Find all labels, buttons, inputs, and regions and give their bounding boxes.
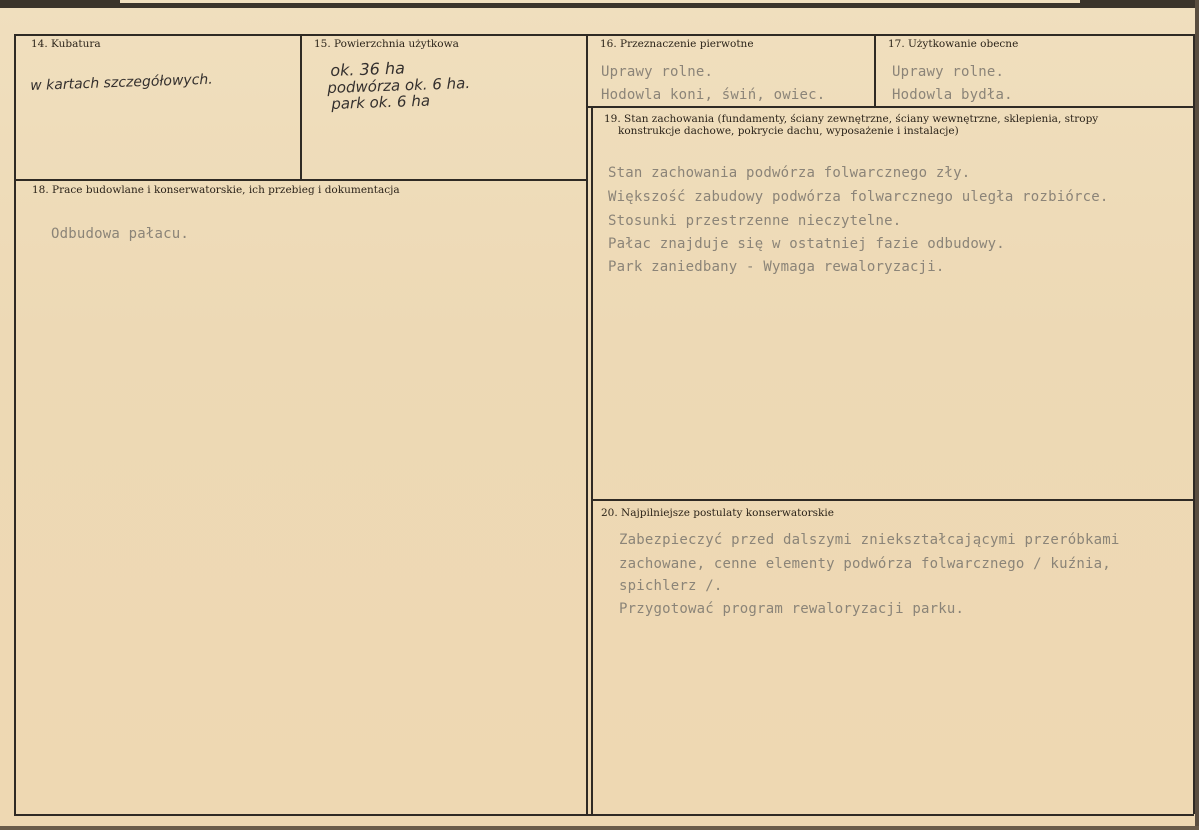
field-20-line: zachowane, cenne elementy podwórza folwarcznego / kuźnia, (619, 556, 1111, 572)
rule-right (1193, 34, 1195, 814)
rule-above-20 (591, 499, 1194, 501)
field-18-line: Odbudowa pałacu. (51, 226, 190, 242)
field-19-label-line1: 19. Stan zachowania (fundamenty, ściany zewnętrzne, ściany wewnętrzne, sklepienia, stropy (604, 113, 1099, 125)
field-15-label: 15. Powierzchnia użytkowa (314, 38, 459, 50)
field-14-handwriting: w kartach szczegółowych. (30, 71, 213, 94)
field-17-label: 17. Użytkowanie obecne (888, 38, 1019, 50)
top-rule (14, 34, 1194, 36)
field-19-line: Pałac znajduje się w ostatniej fazie odbudowy. (608, 236, 1005, 252)
rule-left (14, 34, 16, 814)
field-17-line: Uprawy rolne. (892, 64, 1005, 80)
field-19-line: Stosunki przestrzenne nieczytelne. (608, 213, 902, 229)
field-19-label-line2: konstrukcje dachowe, pokrycie dachu, wyposażenie i instalacje) (618, 125, 959, 137)
card-bottom-edge (0, 826, 1199, 830)
field-16-line: Hodowla koni, świń, owiec. (601, 87, 826, 103)
field-17-line: Hodowla bydła. (892, 87, 1013, 103)
field-20-line: spichlerz /. (619, 578, 723, 594)
field-20-line: Zabezpieczyć przed dalszymi zniekształcającymi przeróbkami (619, 532, 1120, 548)
field-20-label: 20. Najpilniejsze postulaty konserwatorskie (601, 507, 834, 519)
rule-main-center (586, 34, 588, 815)
card-top-edge (0, 0, 1199, 8)
field-19-line: Park zaniedbany - Wymaga rewaloryzacji. (608, 259, 945, 275)
rule-center-double (591, 106, 593, 815)
field-19-line: Stan zachowania podwórza folwarcznego zły. (608, 165, 971, 181)
field-15-handwriting-line: podwórza ok. 6 ha. (326, 74, 471, 97)
card-right-edge (1195, 0, 1199, 830)
field-19-line: Większość zabudowy podwórza folwarcznego uległa rozbiórce. (608, 189, 1109, 205)
rule-16-17 (874, 34, 876, 107)
field-15-handwriting-line: ok. 36 ha (329, 58, 406, 80)
field-14-label: 14. Kubatura (31, 38, 101, 50)
rule-14-15 (300, 34, 302, 180)
field-20-line: Przygotować program rewaloryzacji parku. (619, 601, 965, 617)
bottom-rule (14, 814, 1194, 816)
field-15-handwriting-line: park ok. 6 ha (330, 91, 431, 113)
field-16-label: 16. Przeznaczenie pierwotne (600, 38, 754, 50)
field-16-line: Uprawy rolne. (601, 64, 714, 80)
field-18-label: 18. Prace budowlane i konserwatorskie, ich przebieg i dokumentacja (32, 184, 400, 196)
